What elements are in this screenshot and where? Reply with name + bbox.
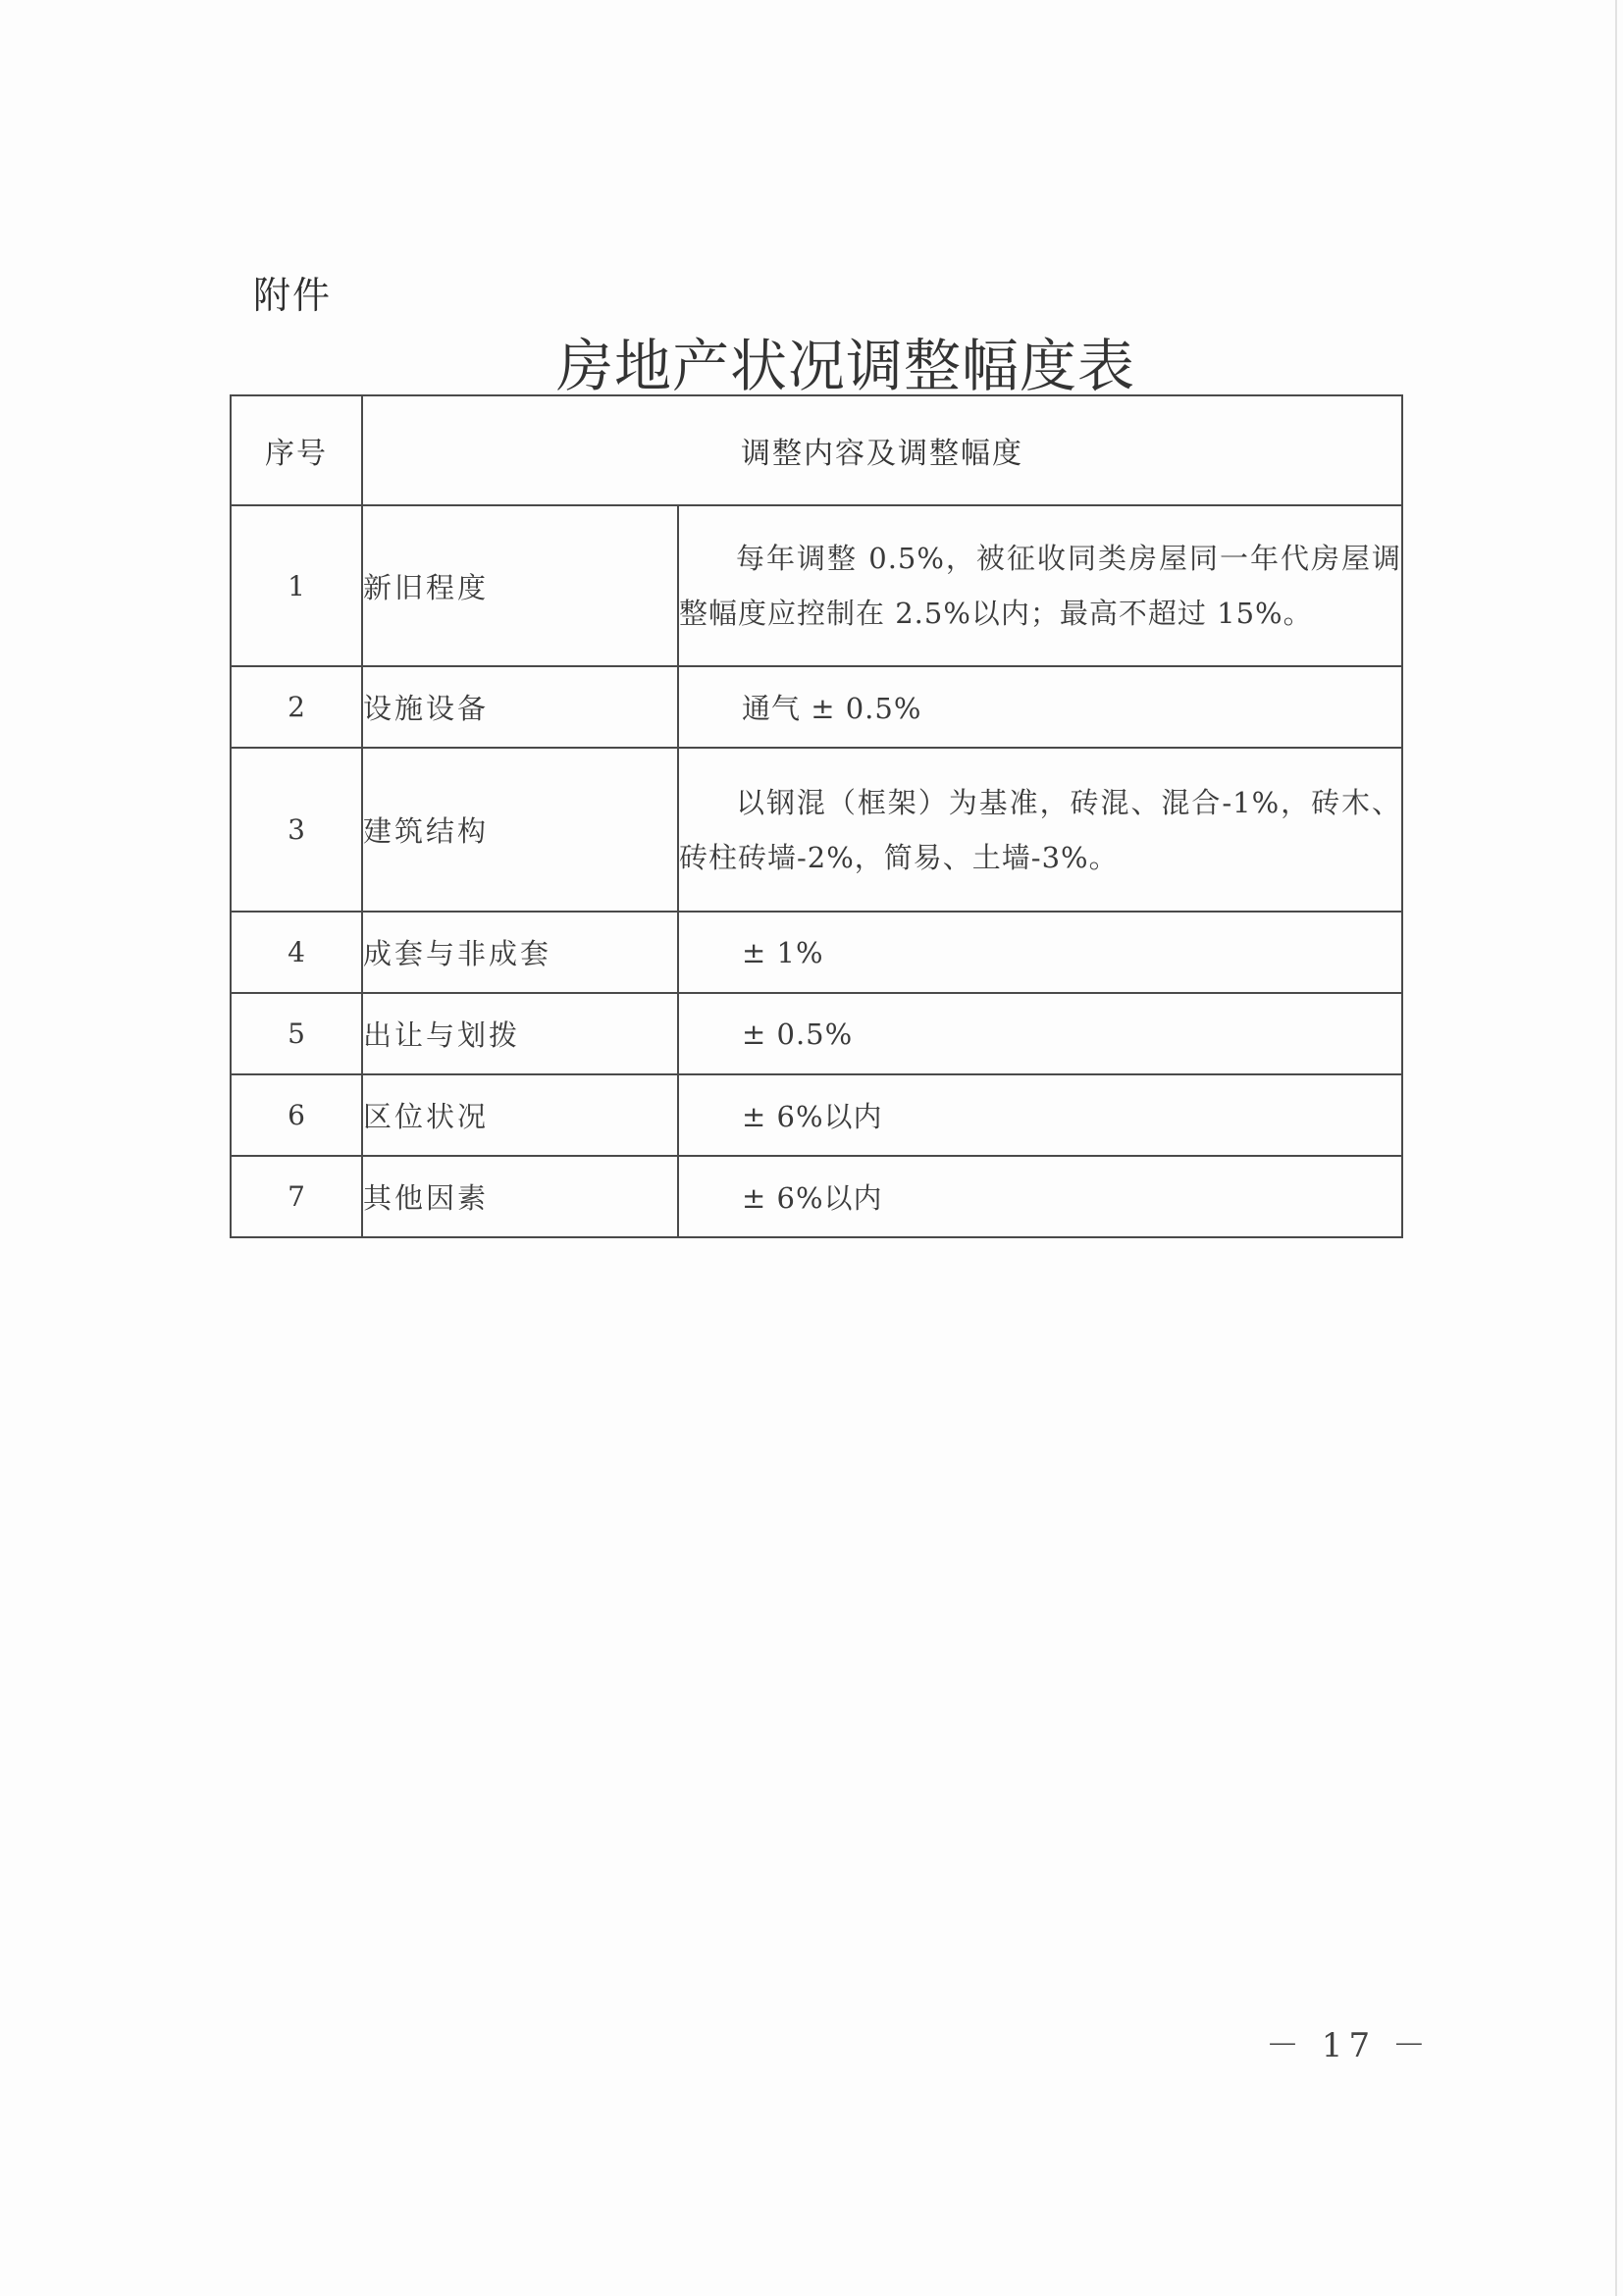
row-item: 设施设备 — [362, 666, 678, 748]
row-number: 5 — [231, 993, 362, 1074]
row-number: 6 — [231, 1074, 362, 1156]
row-item: 成套与非成套 — [362, 912, 678, 993]
row-description: 通气 ± 0.5% — [678, 666, 1402, 748]
row-description: ± 0.5% — [678, 993, 1402, 1074]
table-row — [231, 912, 1402, 993]
row-item: 区位状况 — [362, 1074, 678, 1156]
row-item: 其他因素 — [362, 1156, 678, 1237]
row-number: 3 — [231, 748, 362, 912]
row-item: 出让与划拨 — [362, 993, 678, 1074]
row-number: 1 — [231, 505, 362, 666]
table-row — [231, 1156, 1402, 1237]
row-number: 4 — [231, 912, 362, 993]
row-item: 建筑结构 — [362, 748, 678, 912]
table-row — [231, 748, 1402, 912]
table-row — [231, 993, 1402, 1074]
header-serial-number: 序号 — [231, 395, 362, 505]
header-adjustment-content: 调整内容及调整幅度 — [362, 395, 1402, 505]
row-description: 每年调整 0.5%，被征收同类房屋同一年代房屋调整幅度应控制在 2.5%以内；最高不超过 15%。 — [678, 505, 1402, 666]
document-title: 房地产状况调整幅度表 — [555, 333, 1135, 399]
row-description: ± 1% — [678, 912, 1402, 993]
row-description: 以钢混（框架）为基准，砖混、混合-1%，砖木、砖柱砖墙-2%，简易、土墙-3%。 — [678, 748, 1402, 912]
row-number: 7 — [231, 1156, 362, 1237]
row-item: 新旧程度 — [362, 505, 678, 666]
table-row — [231, 666, 1402, 748]
table-row — [231, 1074, 1402, 1156]
row-number: 2 — [231, 666, 362, 748]
page-number: － 17 － — [1266, 2026, 1432, 2065]
table-header-row — [231, 395, 1402, 505]
row-description: ± 6%以内 — [678, 1156, 1402, 1237]
adjustment-table — [230, 394, 1403, 1238]
table-row — [231, 505, 1402, 666]
row-description: ± 6%以内 — [678, 1074, 1402, 1156]
attachment-label: 附件 — [253, 274, 333, 317]
